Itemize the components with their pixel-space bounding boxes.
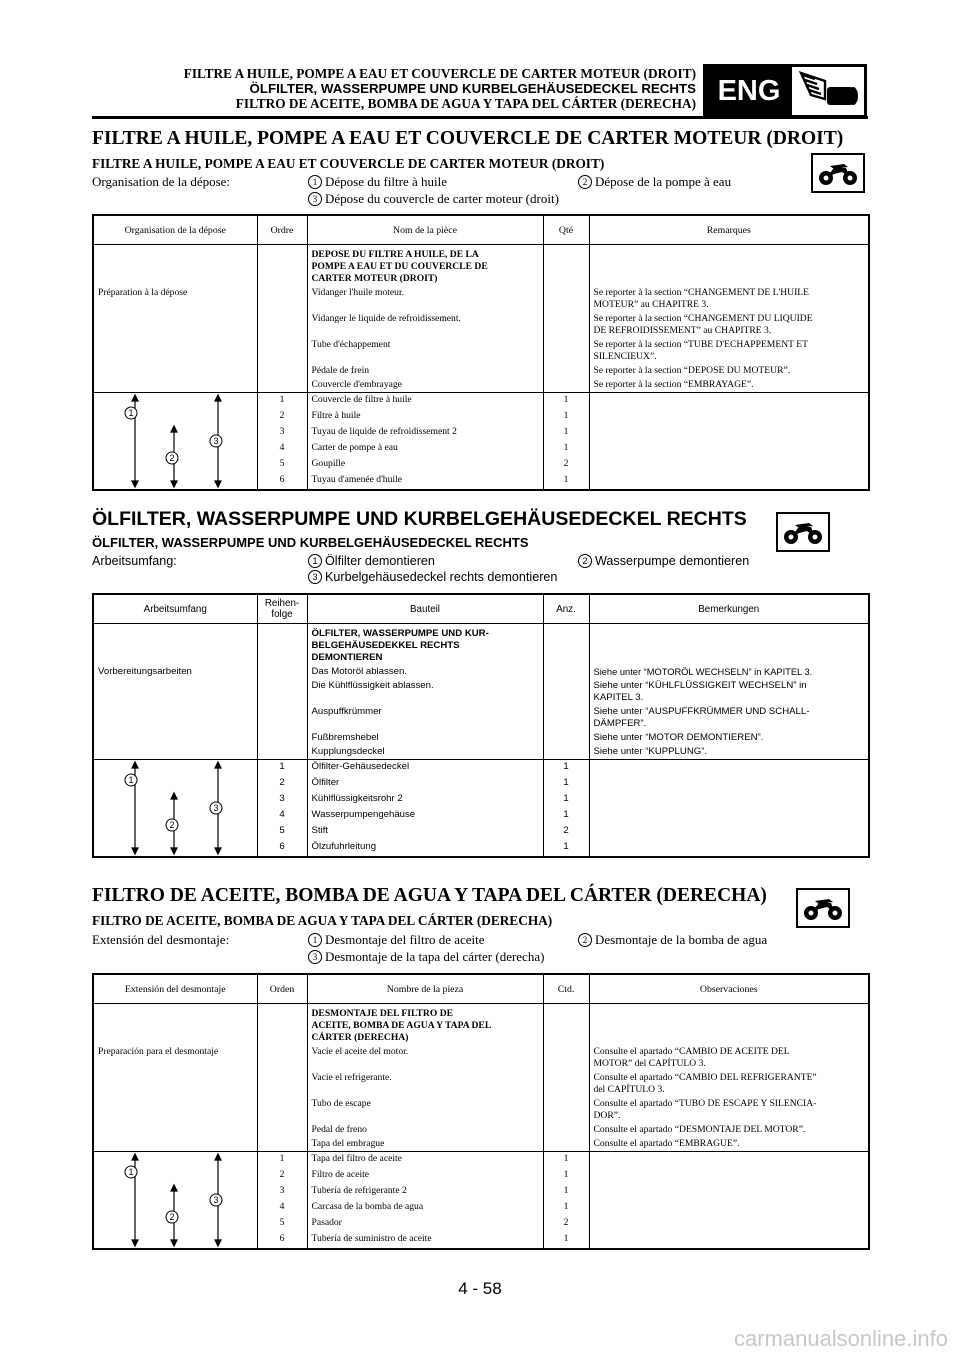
table-row [93, 378, 869, 393]
step-text: Desmontaje del filtro de aceite [325, 932, 485, 947]
col-header: Qté [543, 215, 589, 245]
part-order: 1 [257, 393, 307, 410]
table-row [93, 705, 869, 731]
procedure-table-fr [92, 214, 870, 491]
diagram-label-2: 2 [169, 820, 175, 830]
part-name: Couvercle d'embrayage [307, 378, 543, 393]
table-row [93, 1071, 869, 1097]
part-name: Pasador [307, 1216, 543, 1232]
part-order: 6 [257, 473, 307, 490]
part-qty: 2 [543, 457, 589, 473]
section-subtitle-es: FILTRO DE ACEITE, BOMBA DE AGUA Y TAPA DEL CÁRTER (DERECHA) [92, 913, 553, 928]
step-text: Wasserpumpe demontieren [595, 554, 750, 568]
part-order: 3 [257, 1184, 307, 1200]
col-header: folge [271, 609, 293, 620]
prep-label: Vorbereitungsarbeiten [93, 665, 257, 679]
part-name: Carter de pompe à eau [307, 441, 543, 457]
part-order: 4 [257, 1200, 307, 1216]
part-name: Vidanger le liquide de refroidissement. [307, 312, 543, 338]
chapter-tab [703, 64, 867, 118]
part-order: 4 [257, 441, 307, 457]
part-name: Die Kühlflüssigkeit ablassen. [307, 679, 543, 705]
org-label-de: Arbeitsumfang: [92, 554, 177, 568]
diagram-label-2: 2 [169, 453, 175, 463]
col-header: Extensión del desmontaje [93, 974, 257, 1004]
col-header: Anz. [543, 594, 589, 624]
remark: SILENCIEUX”. [593, 351, 657, 362]
part-name: Kühlflüssigkeitsrohr 2 [307, 792, 543, 808]
procedure-heading: BELGEHÄUSEDEKKEL RECHTS [311, 640, 460, 651]
part-qty: 1 [543, 409, 589, 425]
procedure-heading: ÖLFILTER, WASSERPUMPE UND KUR- [311, 628, 489, 639]
part-name: Tapa del embrague [307, 1137, 543, 1152]
procedure-heading: CÁRTER (DERECHA) [311, 1032, 409, 1043]
circle-number-2: 2 [578, 554, 592, 568]
procedure-table-de [92, 593, 870, 858]
order-diagram [94, 393, 258, 489]
part-qty: 1 [543, 1200, 589, 1216]
procedure-table-es [92, 973, 870, 1250]
remark: DOR”. [593, 1110, 621, 1121]
diagram-label-3: 3 [213, 1195, 219, 1205]
remark: Se reporter à la section “EMBRAYAGE”. [589, 378, 869, 393]
remark: Siehe unter “AUSPUFFKRÜMMER UND SCHALL- [593, 706, 810, 717]
part-qty: 1 [543, 1184, 589, 1200]
step-3-es [308, 948, 544, 965]
table-row [93, 1123, 869, 1137]
remark: Consulte el apartado “CAMBIO DEL REFRIGERANTE” [593, 1072, 817, 1083]
section-title-de: ÖLFILTER, WASSERPUMPE UND KURBELGEHÄUSEDECKEL RECHTS [92, 508, 747, 530]
part-qty: 1 [543, 808, 589, 824]
col-header: Arbeitsumfang [93, 594, 257, 624]
diagram-label-1: 1 [128, 1167, 134, 1177]
part-order: 5 [257, 457, 307, 473]
part-qty: 1 [543, 792, 589, 808]
step-2-fr [578, 173, 731, 190]
diagram-label-2: 2 [169, 1212, 175, 1222]
circle-number-2: 2 [578, 175, 592, 189]
watermark: carmanualsonline.info [733, 1326, 948, 1351]
col-header: Observaciones [589, 974, 869, 1004]
part-name: Couvercle de filtre à huile [307, 393, 543, 410]
step-text: Dépose du filtre à huile [325, 174, 448, 189]
step-3-fr [308, 190, 559, 207]
part-qty: 2 [543, 824, 589, 840]
part-name: Kupplungsdeckel [307, 745, 543, 760]
col-header: Organisation de la dépose [93, 215, 257, 245]
table-row [93, 760, 869, 777]
part-name: Ölfilter [307, 776, 543, 792]
col-header: Orden [257, 974, 307, 1004]
step-text: Desmontaje de la bomba de agua [595, 932, 768, 947]
part-order: 6 [257, 1232, 307, 1249]
remark: Se reporter à la section “CHANGEMENT DE L'HUILE [593, 287, 809, 298]
part-name: Vidanger l'huile moteur. [307, 286, 543, 312]
org-label-fr: Organisation de la dépose: [92, 174, 231, 189]
part-name: Tapa del filtro de aceite [307, 1152, 543, 1169]
remark: Siehe unter “MOTOR DEMONTIEREN”. [589, 731, 869, 745]
part-name: Goupille [307, 457, 543, 473]
step-3-de [308, 569, 557, 586]
diagram-label-3: 3 [213, 803, 219, 813]
procedure-heading: DEMONTIEREN [311, 652, 383, 663]
part-name: Tubería de refrigerante 2 [307, 1184, 543, 1200]
col-header: Remarques [589, 215, 869, 245]
step-text: Dépose du couvercle de carter moteur (droit) [325, 191, 559, 206]
page-number: 4 - 58 [458, 1279, 502, 1298]
part-order: 5 [257, 824, 307, 840]
header-line-fr: FILTRE A HUILE, POMPE A EAU ET COUVERCLE DE CARTER MOTEUR (DROIT) [183, 66, 696, 81]
part-name: Pédale de frein [307, 364, 543, 378]
table-row [93, 1137, 869, 1152]
step-text: Dépose de la pompe à eau [595, 174, 732, 189]
circle-number-1: 1 [308, 175, 322, 189]
remark: Consulte el apartado “TUBO DE ESCAPE Y SILENCIA- [593, 1098, 817, 1109]
table-row [93, 1152, 869, 1169]
remark: Siehe unter “KÜHLFLÜSSIGKEIT WECHSELN” in [593, 680, 807, 691]
circle-number-3: 3 [308, 950, 322, 964]
step-1-de [308, 553, 435, 570]
table-row [93, 1045, 869, 1071]
circle-number-3: 3 [308, 192, 322, 206]
part-order: 2 [257, 409, 307, 425]
remark: DÄMPFER”. [593, 718, 647, 729]
table-row [93, 679, 869, 705]
table-row [93, 393, 869, 410]
remark: Consulte el apartado “CAMBIO DE ACEITE DEL [593, 1046, 790, 1057]
part-name: Vacíe el aceite del motor. [307, 1045, 543, 1071]
table-row [93, 745, 869, 760]
table-row [93, 624, 869, 666]
col-header: Ordre [257, 215, 307, 245]
part-qty: 1 [543, 776, 589, 792]
part-name: Ölzufuhrleitung [307, 840, 543, 857]
remark: del CAPÍTULO 3. [593, 1084, 665, 1095]
circle-number-2: 2 [578, 933, 592, 947]
header-line-de: ÖLFILTER, WASSERPUMPE UND KURBELGEHÄUSEDECKEL RECHTS [249, 81, 696, 96]
org-label-es: Extensión del desmontaje: [92, 932, 230, 947]
procedure-heading: ACEITE, BOMBA DE AGUA Y TAPA DEL [311, 1020, 492, 1031]
remark: Siehe unter “KUPPLUNG”. [589, 745, 869, 760]
part-name: Tube d'échappement [307, 338, 543, 364]
part-name: Wasserpumpengehäuse [307, 808, 543, 824]
part-qty: 1 [543, 760, 589, 777]
table-row [93, 286, 869, 312]
procedure-heading: CARTER MOTEUR (DROIT) [311, 273, 438, 284]
engine-icon [792, 67, 864, 115]
table-row [93, 364, 869, 378]
part-qty: 1 [543, 441, 589, 457]
part-order: 2 [257, 776, 307, 792]
col-header: Ctd. [543, 974, 589, 1004]
part-qty: 1 [543, 1152, 589, 1169]
remark: Consulte el apartado “EMBRAGUE”. [589, 1137, 869, 1152]
header-line-es: FILTRO DE ACEITE, BOMBA DE AGUA Y TAPA DEL CÁRTER (DERECHA) [235, 96, 696, 111]
circle-number-1: 1 [308, 554, 322, 568]
remark: Se reporter à la section “CHANGEMENT DU LIQUIDE [593, 313, 813, 324]
part-name: Stift [307, 824, 543, 840]
part-qty: 1 [543, 393, 589, 410]
part-name: Vacíe el refrigerante. [307, 1071, 543, 1097]
part-qty: 1 [543, 840, 589, 857]
part-qty: 1 [543, 425, 589, 441]
remark: Consulte el apartado “DESMONTAJE DEL MOTOR”. [589, 1123, 869, 1137]
motorcycle-icon [811, 153, 865, 193]
part-qty: 1 [543, 1232, 589, 1249]
part-name: Carcasa de la bomba de agua [307, 1200, 543, 1216]
procedure-heading: POMPE A EAU ET DU COUVERCLE DE [311, 261, 488, 272]
remark: Se reporter à la section “DEPOSE DU MOTEUR”. [589, 364, 869, 378]
part-name: Tuyau de liquide de refroidissement 2 [307, 425, 543, 441]
col-header: Bemerkungen [589, 594, 869, 624]
remark: Siehe unter “MOTORÖL WECHSELN” in KAPITEL 3. [589, 665, 869, 679]
col-header: Reihen- [264, 598, 300, 609]
diagram-label-1: 1 [128, 775, 134, 785]
prep-label: Preparación para el desmontaje [93, 1045, 257, 1071]
procedure-heading: DEPOSE DU FILTRE A HUILE, DE LA [311, 249, 479, 260]
remark: Se reporter à la section “TUBE D'ECHAPPEMENT ET [593, 339, 808, 350]
part-name: Das Motoröl ablassen. [307, 665, 543, 679]
part-qty: 2 [543, 1216, 589, 1232]
remark: MOTOR” del CAPÍTULO 3. [593, 1058, 706, 1069]
diagram-label-1: 1 [128, 408, 134, 418]
part-order: 2 [257, 1168, 307, 1184]
part-name: Tuyau d'amenée d'huile [307, 473, 543, 490]
step-2-de [578, 553, 749, 570]
part-order: 4 [257, 808, 307, 824]
table-row [93, 245, 869, 287]
chapter-label: ENG [706, 67, 792, 115]
col-header: Nombre de la pieza [307, 974, 543, 1004]
part-name: Pedal de freno [307, 1123, 543, 1137]
remark: KAPITEL 3. [593, 692, 644, 703]
order-diagram [94, 760, 258, 856]
section-subtitle-de: ÖLFILTER, WASSERPUMPE UND KURBELGEHÄUSEDECKEL RECHTS [92, 535, 529, 550]
part-name: Ölfilter-Gehäusedeckel [307, 760, 543, 777]
section-title-fr: FILTRE A HUILE, POMPE A EAU ET COUVERCLE DE CARTER MOTEUR (DROIT) [92, 128, 844, 149]
circle-number-1: 1 [308, 933, 322, 947]
step-2-es [578, 931, 767, 948]
motorcycle-icon [796, 888, 850, 928]
table-row [93, 1097, 869, 1123]
part-order: 1 [257, 1152, 307, 1169]
table-row [93, 312, 869, 338]
remark: DE REFROIDISSEMENT” au CHAPITRE 3. [593, 325, 772, 336]
part-name: Filtre à huile [307, 409, 543, 425]
step-1-es [308, 931, 485, 948]
part-order: 1 [257, 760, 307, 777]
part-name: Tubería de suministro de aceite [307, 1232, 543, 1249]
order-diagram [94, 1152, 258, 1248]
circle-number-3: 3 [308, 570, 322, 584]
part-name: Filtro de aceite [307, 1168, 543, 1184]
table-row [93, 665, 869, 679]
procedure-heading: DESMONTAJE DEL FILTRO DE [311, 1008, 454, 1019]
step-1-fr [308, 173, 447, 190]
part-name: Tubo de escape [307, 1097, 543, 1123]
section-title-es: FILTRO DE ACEITE, BOMBA DE AGUA Y TAPA DEL CÁRTER (DERECHA) [92, 885, 767, 906]
table-row [93, 731, 869, 745]
part-name: Auspuffkrümmer [307, 705, 543, 731]
step-text: Ölfilter demontieren [325, 554, 435, 568]
diagram-label-3: 3 [213, 436, 219, 446]
part-qty: 1 [543, 473, 589, 490]
step-text: Kurbelgehäusedeckel rechts demontieren [325, 570, 558, 584]
part-order: 3 [257, 792, 307, 808]
col-header: Nom de la pièce [307, 215, 543, 245]
table-row [93, 1004, 869, 1046]
prep-label: Préparation à la dépose [93, 286, 257, 312]
col-header: Bauteil [307, 594, 543, 624]
part-order: 3 [257, 425, 307, 441]
header-rule [92, 116, 868, 119]
part-qty: 1 [543, 1168, 589, 1184]
section-subtitle-fr: FILTRE A HUILE, POMPE A EAU ET COUVERCLE DE CARTER MOTEUR (DROIT) [92, 156, 605, 171]
part-order: 6 [257, 840, 307, 857]
running-header [100, 66, 696, 111]
step-text: Desmontaje de la tapa del cárter (derecha) [325, 949, 545, 964]
remark: MOTEUR” au CHAPITRE 3. [593, 299, 709, 310]
part-order: 5 [257, 1216, 307, 1232]
motorcycle-icon [776, 512, 830, 552]
table-row [93, 338, 869, 364]
part-name: Fußbremshebel [307, 731, 543, 745]
